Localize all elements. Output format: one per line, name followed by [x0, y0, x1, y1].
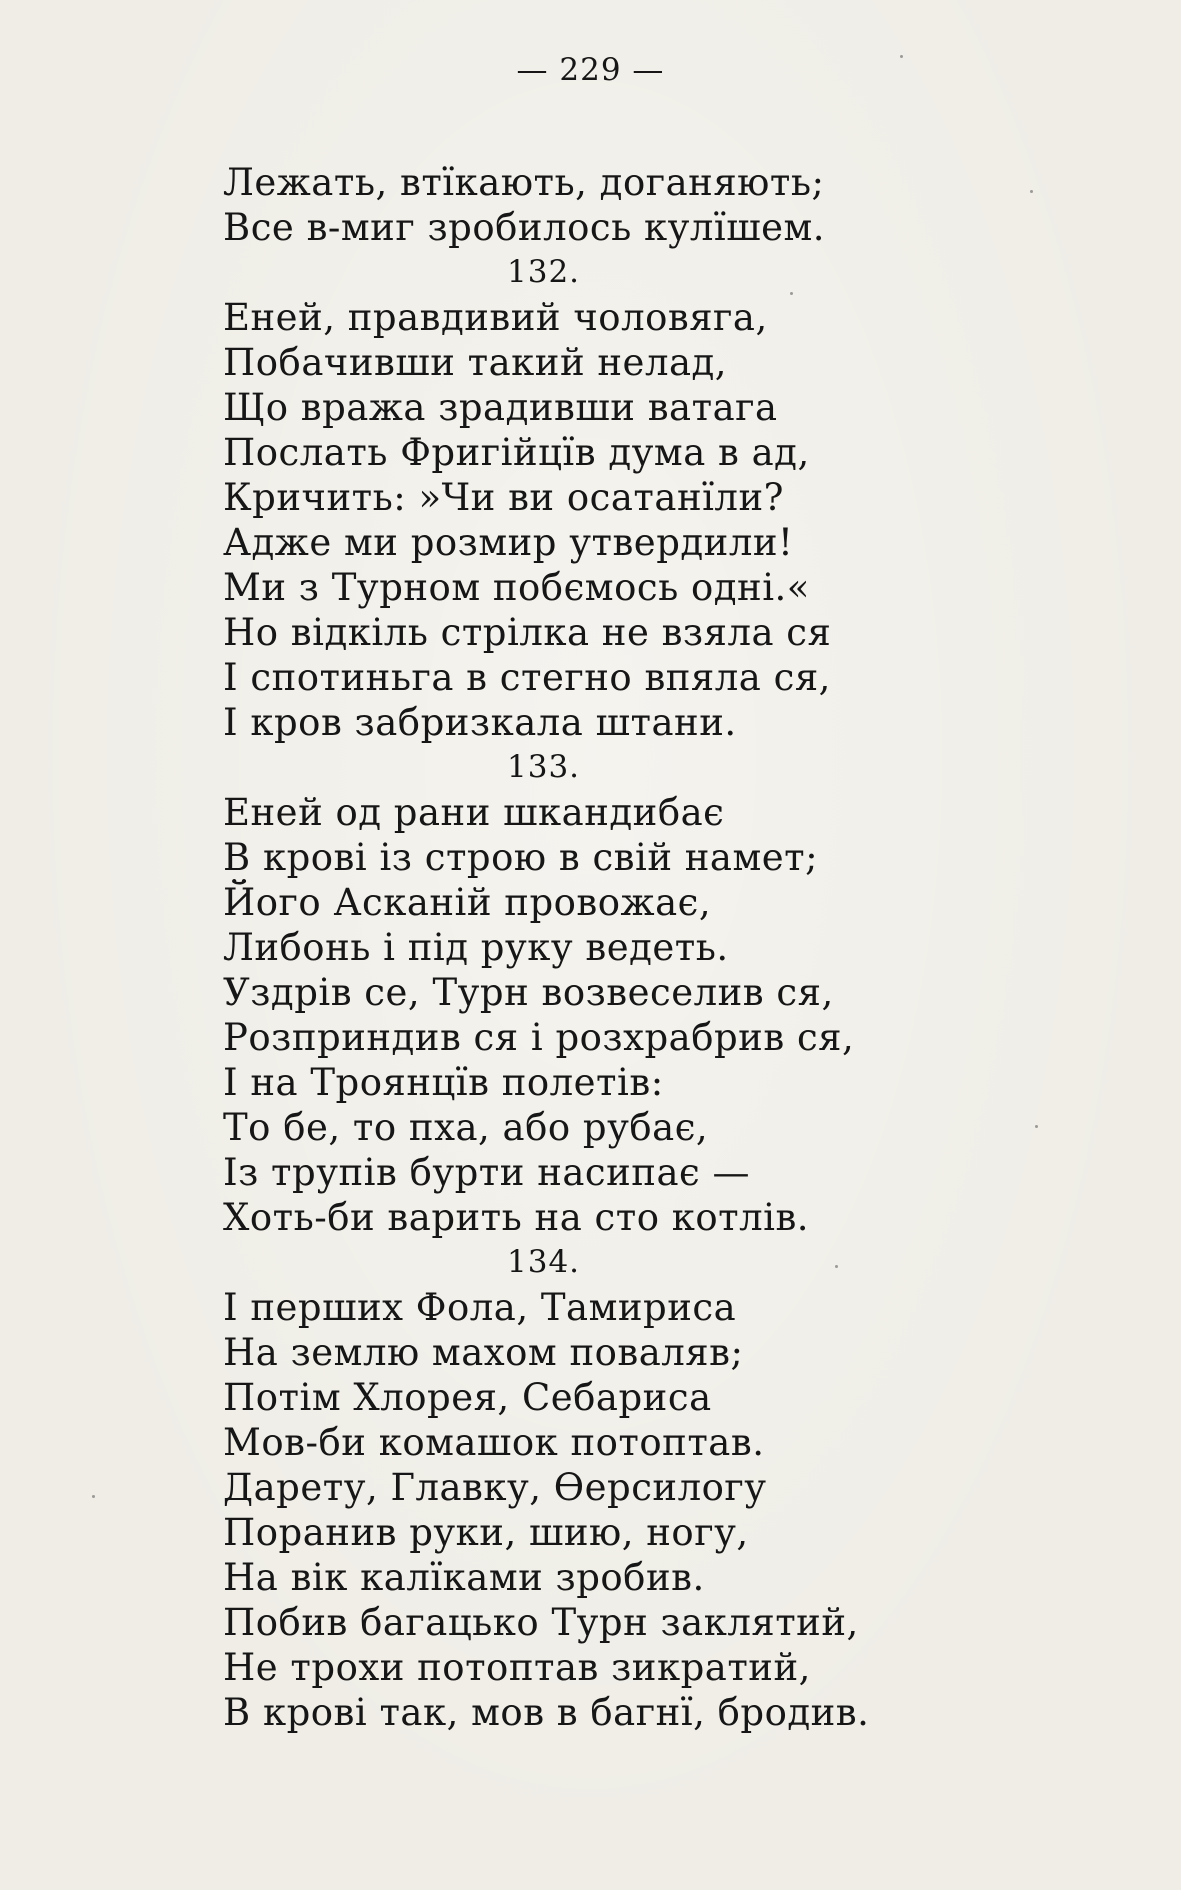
- stanza-continuation: [223, 160, 923, 250]
- verse-line: І кров забризкала штани.: [223, 701, 737, 744]
- stanza-133: [223, 745, 923, 1240]
- verse-line: І на Троянцїв полетів:: [223, 1061, 664, 1104]
- stanza-134: [223, 1240, 923, 1735]
- verse-line: Не трохи потоптав зикратий,: [223, 1646, 811, 1689]
- paper-speck: [1030, 190, 1033, 193]
- verse-line: Розприндив ся і розхрабрив ся,: [223, 1016, 855, 1059]
- verse-line: То бе, то пха, або рубає,: [223, 1106, 709, 1149]
- verse-line: Побив багацько Турн заклятий,: [223, 1601, 859, 1644]
- paper-speck: [835, 1265, 838, 1268]
- verse-line: На вік калїками зробив.: [223, 1556, 705, 1599]
- verse-line: Еней, правдивий чоловяга,: [223, 296, 768, 339]
- verse-line: На землю махом поваляв;: [223, 1331, 744, 1374]
- verse-line: Адже ми розмир утвердили!: [223, 521, 794, 564]
- page-number: — 229 —: [516, 52, 665, 88]
- verse-line: І перших Фола, Тамириса: [223, 1286, 737, 1329]
- verse-line: Побачивши такий нелад,: [223, 341, 728, 384]
- verse-line: Еней од рани шкандибає: [223, 791, 725, 834]
- stanza-132: [223, 250, 923, 745]
- verse-line: Либонь і під руку ведеть.: [223, 926, 729, 969]
- verse-line: Но відкіль стрілка не взяла ся: [223, 611, 832, 654]
- verse-line: В крові із строю в свій намет;: [223, 836, 819, 879]
- verse-line: Що вража зрадивши ватага: [223, 386, 778, 429]
- paper-speck: [900, 55, 903, 58]
- verse-line: І спотиньга в стегно впяла ся,: [223, 656, 831, 699]
- verse-line: Кричить: »Чи ви осатанїли?: [223, 476, 784, 519]
- verse-line: Дарету, Главку, Ѳерсилогу: [223, 1466, 767, 1509]
- stanza-number: 132.: [507, 254, 581, 290]
- stanza-number: 133.: [507, 749, 581, 785]
- verse-line: Хоть-би варить на сто котлів.: [223, 1196, 810, 1239]
- verse-line: Уздрів се, Турн возвеселив ся,: [223, 971, 834, 1014]
- verse-line: Все в-миг зробилось кулїшем.: [223, 206, 826, 249]
- verse-line: Потім Хлорея, Себариса: [223, 1376, 712, 1419]
- verse-line: Поранив руки, шию, ногу,: [223, 1511, 749, 1554]
- paper-speck: [92, 1495, 95, 1498]
- verse-line: Із трупів бурти насипає —: [223, 1151, 750, 1194]
- paper-speck: [790, 292, 793, 295]
- stanza-number: 134.: [507, 1244, 581, 1280]
- verse-line: Лежать, втїкають, доганяють;: [223, 161, 825, 204]
- verse-line: В крові так, мов в багнї, бродив.: [223, 1691, 870, 1734]
- poem-text: [223, 160, 923, 1735]
- verse-line: Послать Фригійцїв дума в ад,: [223, 431, 810, 474]
- verse-line: Ми з Турном побємось одні.«: [223, 566, 810, 609]
- verse-line: Його Асканій провожає,: [223, 881, 712, 924]
- paper-speck: [1035, 1125, 1038, 1128]
- verse-line: Мов-би комашок потоптав.: [223, 1421, 765, 1464]
